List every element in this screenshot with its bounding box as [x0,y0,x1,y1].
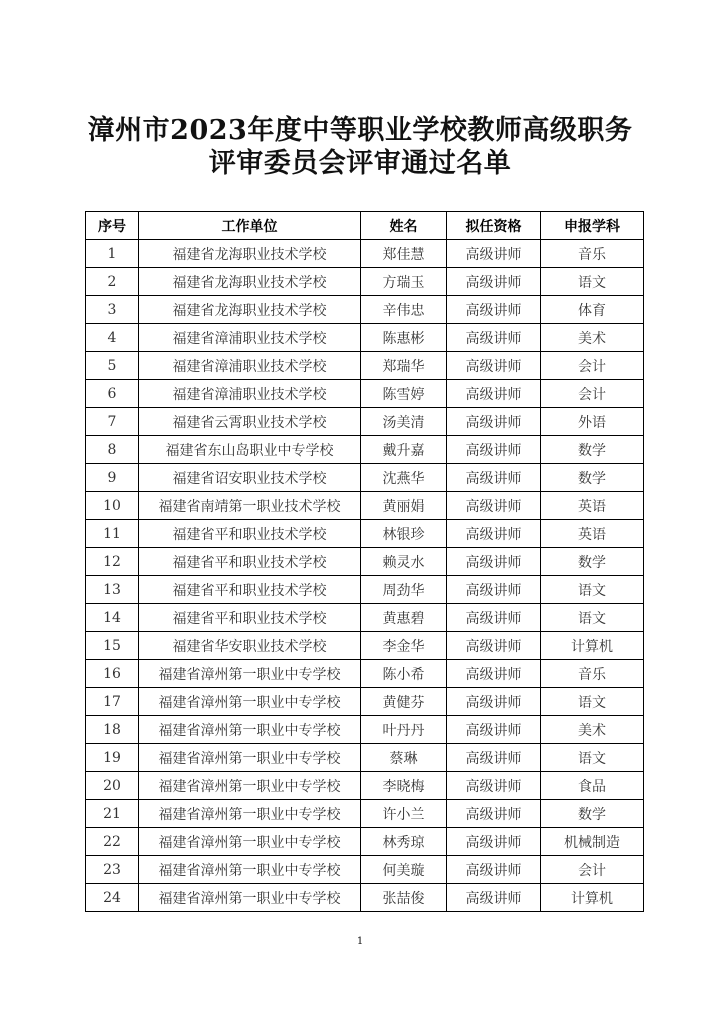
cell-name: 何美璇 [361,856,447,884]
cell-workplace: 福建省漳州第一职业中专学校 [139,856,361,884]
cell-subject: 数学 [541,436,644,464]
cell-workplace: 福建省平和职业技术学校 [139,576,361,604]
cell-subject: 语文 [541,604,644,632]
cell-qualification: 高级讲师 [447,380,541,408]
cell-name: 陈小希 [361,660,447,688]
cell-subject: 体育 [541,296,644,324]
cell-name: 张喆俊 [361,884,447,912]
table-row [86,268,644,296]
cell-index: 24 [86,884,139,912]
header-index: 序号 [86,212,139,240]
cell-qualification: 高级讲师 [447,464,541,492]
cell-name: 林银珍 [361,520,447,548]
cell-workplace: 福建省龙海职业技术学校 [139,268,361,296]
cell-subject: 会计 [541,352,644,380]
cell-qualification: 高级讲师 [447,856,541,884]
cell-subject: 数学 [541,548,644,576]
cell-index: 8 [86,436,139,464]
cell-index: 18 [86,716,139,744]
cell-subject: 机械制造 [541,828,644,856]
table-row [86,352,644,380]
cell-workplace: 福建省诏安职业技术学校 [139,464,361,492]
table-row [86,884,644,912]
cell-subject: 计算机 [541,884,644,912]
cell-index: 23 [86,856,139,884]
cell-name: 黄健芬 [361,688,447,716]
cell-subject: 语文 [541,576,644,604]
table-row [86,828,644,856]
cell-qualification: 高级讲师 [447,492,541,520]
cell-index: 13 [86,576,139,604]
cell-index: 20 [86,772,139,800]
cell-index: 17 [86,688,139,716]
cell-qualification: 高级讲师 [447,744,541,772]
cell-subject: 数学 [541,464,644,492]
table-row [86,240,644,268]
cell-name: 李金华 [361,632,447,660]
cell-index: 7 [86,408,139,436]
cell-qualification: 高级讲师 [447,688,541,716]
page-number: 1 [356,936,364,947]
cell-index: 5 [86,352,139,380]
cell-workplace: 福建省漳州第一职业中专学校 [139,800,361,828]
table-row [86,464,644,492]
cell-subject: 食品 [541,772,644,800]
cell-qualification: 高级讲师 [447,324,541,352]
cell-workplace: 福建省漳州第一职业中专学校 [139,716,361,744]
table-header-row [86,212,644,240]
cell-qualification: 高级讲师 [447,632,541,660]
header-subject: 申报学科 [541,212,644,240]
cell-name: 周劲华 [361,576,447,604]
cell-subject: 外语 [541,408,644,436]
cell-subject: 美术 [541,324,644,352]
table-row [86,660,644,688]
cell-name: 郑瑞华 [361,352,447,380]
table-row [86,716,644,744]
table-row [86,772,644,800]
header-qualification: 拟任资格 [447,212,541,240]
cell-qualification: 高级讲师 [447,268,541,296]
cell-index: 10 [86,492,139,520]
cell-name: 沈燕华 [361,464,447,492]
table-row [86,324,644,352]
table-row [86,744,644,772]
cell-index: 9 [86,464,139,492]
cell-name: 蔡琳 [361,744,447,772]
cell-workplace: 福建省云霄职业技术学校 [139,408,361,436]
cell-qualification: 高级讲师 [447,604,541,632]
cell-workplace: 福建省龙海职业技术学校 [139,240,361,268]
cell-index: 16 [86,660,139,688]
cell-index: 19 [86,744,139,772]
cell-workplace: 福建省平和职业技术学校 [139,548,361,576]
cell-qualification: 高级讲师 [447,296,541,324]
cell-qualification: 高级讲师 [447,716,541,744]
cell-index: 1 [86,240,139,268]
cell-workplace: 福建省漳州第一职业中专学校 [139,884,361,912]
cell-subject: 英语 [541,520,644,548]
document-title-line-2: 评审委员会评审通过名单 [208,148,512,179]
cell-workplace: 福建省平和职业技术学校 [139,604,361,632]
cell-workplace: 福建省南靖第一职业技术学校 [139,492,361,520]
cell-workplace: 福建省龙海职业技术学校 [139,296,361,324]
cell-name: 赖灵水 [361,548,447,576]
cell-subject: 会计 [541,380,644,408]
table-row [86,800,644,828]
cell-index: 3 [86,296,139,324]
cell-name: 陈惠彬 [361,324,447,352]
cell-subject: 语文 [541,268,644,296]
cell-workplace: 福建省漳浦职业技术学校 [139,324,361,352]
document-title-line-1: 漳州市2023年度中等职业学校教师高级职务 [87,115,633,146]
cell-workplace: 福建省漳浦职业技术学校 [139,352,361,380]
header-name: 姓名 [361,212,447,240]
cell-qualification: 高级讲师 [447,576,541,604]
cell-name: 黄丽娟 [361,492,447,520]
cell-workplace: 福建省东山岛职业中专学校 [139,436,361,464]
table-row [86,380,644,408]
cell-workplace: 福建省漳州第一职业中专学校 [139,688,361,716]
cell-subject: 英语 [541,492,644,520]
table-row [86,576,644,604]
cell-index: 2 [86,268,139,296]
cell-name: 汤美清 [361,408,447,436]
cell-workplace: 福建省漳州第一职业中专学校 [139,828,361,856]
cell-workplace: 福建省漳州第一职业中专学校 [139,744,361,772]
cell-index: 22 [86,828,139,856]
cell-subject: 会计 [541,856,644,884]
cell-qualification: 高级讲师 [447,828,541,856]
cell-name: 李晓梅 [361,772,447,800]
cell-name: 叶丹丹 [361,716,447,744]
cell-subject: 音乐 [541,240,644,268]
table-row [86,492,644,520]
cell-subject: 音乐 [541,660,644,688]
cell-name: 方瑞玉 [361,268,447,296]
cell-subject: 语文 [541,744,644,772]
cell-qualification: 高级讲师 [447,436,541,464]
cell-index: 12 [86,548,139,576]
cell-subject: 语文 [541,688,644,716]
cell-qualification: 高级讲师 [447,884,541,912]
header-workplace: 工作单位 [139,212,361,240]
cell-name: 黄惠碧 [361,604,447,632]
cell-qualification: 高级讲师 [447,240,541,268]
cell-qualification: 高级讲师 [447,772,541,800]
cell-workplace: 福建省漳州第一职业中专学校 [139,772,361,800]
cell-qualification: 高级讲师 [447,408,541,436]
cell-name: 戴升嘉 [361,436,447,464]
cell-index: 6 [86,380,139,408]
table-row [86,604,644,632]
cell-index: 15 [86,632,139,660]
cell-qualification: 高级讲师 [447,352,541,380]
cell-name: 许小兰 [361,800,447,828]
cell-name: 郑佳慧 [361,240,447,268]
cell-qualification: 高级讲师 [447,520,541,548]
cell-index: 4 [86,324,139,352]
cell-index: 14 [86,604,139,632]
cell-subject: 美术 [541,716,644,744]
cell-name: 陈雪婷 [361,380,447,408]
cell-qualification: 高级讲师 [447,800,541,828]
cell-index: 11 [86,520,139,548]
cell-workplace: 福建省漳州第一职业中专学校 [139,660,361,688]
cell-workplace: 福建省平和职业技术学校 [139,520,361,548]
cell-name: 辛伟忠 [361,296,447,324]
table-row [86,856,644,884]
approved-list-table [85,211,644,912]
table-row [86,436,644,464]
table-row [86,632,644,660]
table-row [86,688,644,716]
cell-workplace: 福建省漳浦职业技术学校 [139,380,361,408]
cell-subject: 数学 [541,800,644,828]
cell-index: 21 [86,800,139,828]
cell-name: 林秀琼 [361,828,447,856]
cell-qualification: 高级讲师 [447,660,541,688]
cell-subject: 计算机 [541,632,644,660]
table-row [86,296,644,324]
table-row [86,408,644,436]
cell-workplace: 福建省华安职业技术学校 [139,632,361,660]
table-row [86,520,644,548]
cell-qualification: 高级讲师 [447,548,541,576]
table-row [86,548,644,576]
